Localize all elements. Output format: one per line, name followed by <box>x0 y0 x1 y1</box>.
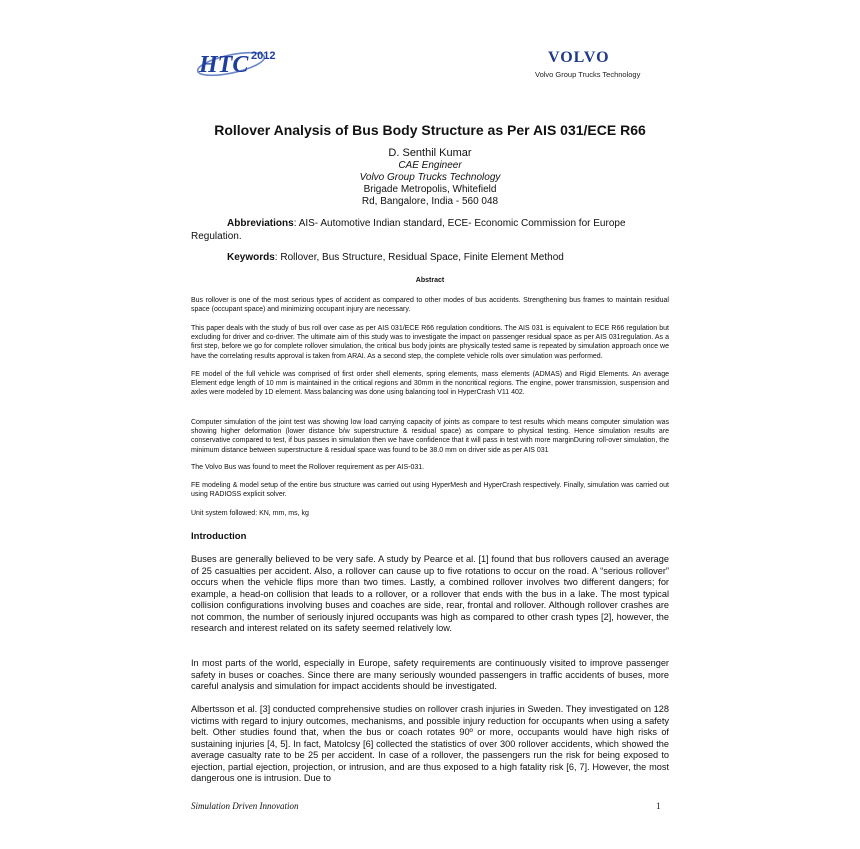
keywords-text: : Rollover, Bus Structure, Residual Space, Finite Element Method <box>274 252 564 263</box>
abstract-paragraph-1: Bus rollover is one of the most serious types of accident as compared to other modes of bus accidents. Strengthening bus frames to maintain residual space (occupant space) and minimizing occupant injury are necessary. <box>191 297 669 314</box>
author-name: D. Senthil Kumar <box>388 147 472 159</box>
author-company: Volvo Group Trucks Technology <box>359 172 501 183</box>
abstract-paragraph-4: Computer simulation of the joint test was showing low load carrying capacity of joints as compare to test results which means computer simulation was showing higher deformation (lower distance b/w superstructure & residual space) as compare to physical testing. Hence simulation results are conservative compared to test, if bus passes in simulation then we have confidence that it will pass in test with more marginDuring roll-over simulation, the minimum distance between superstructure & residual space was found to be 38.0 mm on driver side as per AIS 031 <box>191 419 669 454</box>
svg-text:HTC: HTC <box>199 52 249 78</box>
abstract-paragraph-7: Unit system followed: KN, mm, ms, kg <box>191 510 309 517</box>
abbreviations-text: : AIS- Automotive Indian standard, ECE- Economic Commission for Europe Regulation. <box>191 218 626 242</box>
author-address-line2: Rd, Bangalore, India - 560 048 <box>361 196 499 207</box>
introduction-paragraph-3: Albertsson et al. [3] conducted comprehensive studies on rollover crash injuries in Sweden. They investigated on 128 victims with regard to injury outcomes, mechanisms, and possible injury reduction for occupants when using a safety belt. Other studies found that, when the bus or coach rotates 90º or more, occupants would have high risks of sustaining injuries [4, 5]. In fact, Matolcsy [6] collected the statistics of over 300 rollover accidents, which showed the average casualty rate to be 25 per accident. In case of a rollover, the passengers run the risk for being exposed to ejection, partial ejection, projection, or intrusion, and are thus exposed to a high fatality risk [6, 7]. However, the most dangerous one is intrusion. Due to <box>191 704 669 783</box>
keywords-paragraph <box>227 252 564 263</box>
paper-title: Rollover Analysis of Bus Body Structure as Per AIS 031/ECE R66 <box>214 122 646 138</box>
author-role: CAE Engineer <box>398 160 462 171</box>
volvo-subtitle: Volvo Group Trucks Technology <box>535 70 641 79</box>
footer-text: Simulation Driven Innovation <box>191 801 299 811</box>
abstract-paragraph-2: This paper deals with the study of bus roll over case as per AIS 031/ECE R66 regulation conditions. The AIS 031 is equivalent to ECE R66 regulation but excluding for driver and co-driver. The ultimate aim of this study was to investigate the impact on passenger residual space as per AIS 031regulation. As a first step, before we go for complete rollover simulation, the critical bus body joints are physically tested same is repeated by simulation approach once we have the correlating results approval is taken from ARAI. As a second step, the complete vehicle rolls over simulation was performed. <box>191 325 669 360</box>
abbreviations-label: Abbreviations <box>227 218 294 229</box>
svg-text:VOLVO: VOLVO <box>548 49 610 64</box>
abstract-paragraph-3: FE model of the full vehicle was comprised of first order shell elements, spring elements, mass elements (ADMAS) and Rigid Elements. An average Element edge length of 10 mm is maintained in the critical regions and 30mm in the noncritical regions. The engine, power transmission, suspension and axles were modeled by 1D element. Mass balancing was done using balancing tool in HyperCrash V11 402. <box>191 371 669 397</box>
htc-2012-logo <box>193 42 283 80</box>
author-address-line1: Brigade Metropolis, Whitefield <box>363 184 497 195</box>
volvo-logo <box>548 48 632 64</box>
introduction-paragraph-2: In most parts of the world, especially in Europe, safety requirements are continuously visited to improve passenger safety in buses or coaches. Since there are many seriously wounded passengers in traffic accidents of buses, more careful analysis and simulation for impact accidents should be investigated. <box>191 658 669 691</box>
introduction-heading: Introduction <box>191 531 247 542</box>
abstract-paragraph-5: The Volvo Bus was found to meet the Rollover requirement as per AIS-031. <box>191 464 425 471</box>
introduction-paragraph-1: Buses are generally believed to be very safe. A study by Pearce et al. [1] found that bus rollovers caused an average of 25 casualties per accident. Also, a rollover can cause up to five rotations to occur on the road. A “serious rollover” occurs when the vehicle flips more than two times. Lastly, a combined rollover involves two different dangers; for example, a head-on collision that leads to a rollover, or a rollover that ends with the bus in a lake. The most typical collision configurations involving buses and coaches are side, rear, frontal and rollover. Although rollover crashes are not common, the number of seriously injured occupants was high as compared to other crash types [2], however, the research and interest related on its safety seemed relatively low. <box>191 554 669 633</box>
abstract-paragraph-6: FE modeling & model setup of the entire bus structure was carried out using HyperMesh and HyperCrash respectively. Finally, simulation was carried out using RADIOSS explicit solver. <box>191 482 669 499</box>
svg-text:2012: 2012 <box>251 50 276 62</box>
abbreviations-paragraph <box>191 218 641 243</box>
keywords-label: Keywords <box>227 252 275 263</box>
abstract-heading: Abstract <box>415 277 445 284</box>
page-number: 1 <box>656 801 661 811</box>
